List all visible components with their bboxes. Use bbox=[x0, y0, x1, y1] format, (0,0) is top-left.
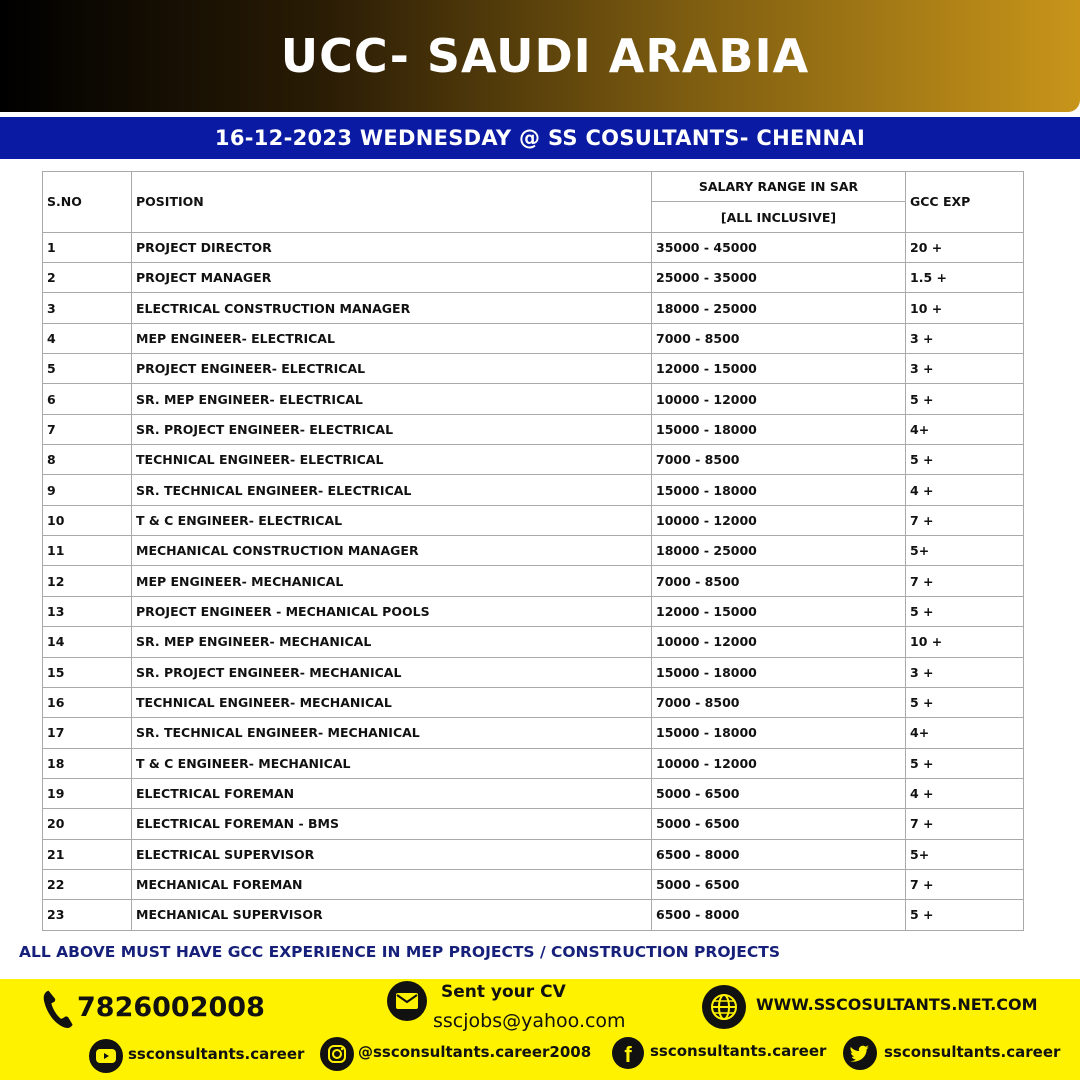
cell-salary: 15000 - 18000 bbox=[652, 414, 906, 444]
cell-position: ELECTRICAL CONSTRUCTION MANAGER bbox=[132, 293, 652, 323]
cell-gcc-exp: 3 + bbox=[906, 657, 1024, 687]
cell-gcc-exp: 4 + bbox=[906, 475, 1024, 505]
cell-salary: 7000 - 8500 bbox=[652, 566, 906, 596]
cell-gcc-exp: 7 + bbox=[906, 869, 1024, 899]
table-row bbox=[43, 445, 1024, 475]
cell-gcc-exp: 3 + bbox=[906, 323, 1024, 353]
table-row bbox=[43, 657, 1024, 687]
cell-sno: 6 bbox=[43, 384, 132, 414]
cell-gcc-exp: 5 + bbox=[906, 445, 1024, 475]
facebook-handle[interactable]: ssconsultants.career bbox=[650, 1042, 827, 1060]
cell-salary: 18000 - 25000 bbox=[652, 293, 906, 323]
date-location-text: 16-12-2023 WEDNESDAY @ SS COSULTANTS- CHENNAI bbox=[214, 126, 866, 150]
cell-sno: 5 bbox=[43, 354, 132, 384]
cell-sno: 21 bbox=[43, 839, 132, 869]
table-row bbox=[43, 627, 1024, 657]
cell-gcc-exp: 5 + bbox=[906, 748, 1024, 778]
requirement-note: ALL ABOVE MUST HAVE GCC EXPERIENCE IN MEP PROJECTS / CONSTRUCTION PROJECTS bbox=[19, 943, 780, 961]
cell-sno: 14 bbox=[43, 627, 132, 657]
header-position: POSITION bbox=[132, 172, 652, 233]
table-row bbox=[43, 536, 1024, 566]
cell-salary: 18000 - 25000 bbox=[652, 536, 906, 566]
cell-position: TECHNICAL ENGINEER- MECHANICAL bbox=[132, 687, 652, 717]
cell-sno: 12 bbox=[43, 566, 132, 596]
table-row bbox=[43, 718, 1024, 748]
cell-gcc-exp: 5+ bbox=[906, 536, 1024, 566]
table-row bbox=[43, 778, 1024, 808]
table-row bbox=[43, 687, 1024, 717]
table-row bbox=[43, 596, 1024, 626]
cell-position: MECHANICAL FOREMAN bbox=[132, 869, 652, 899]
cell-sno: 11 bbox=[43, 536, 132, 566]
cell-position: ELECTRICAL SUPERVISOR bbox=[132, 839, 652, 869]
cell-salary: 15000 - 18000 bbox=[652, 718, 906, 748]
cell-gcc-exp: 5 + bbox=[906, 900, 1024, 930]
twitter-icon bbox=[843, 1036, 877, 1070]
cell-gcc-exp: 10 + bbox=[906, 293, 1024, 323]
cell-position: PROJECT ENGINEER - MECHANICAL POOLS bbox=[132, 596, 652, 626]
cell-position: T & C ENGINEER- ELECTRICAL bbox=[132, 505, 652, 535]
cell-salary: 6500 - 8000 bbox=[652, 839, 906, 869]
cell-position: T & C ENGINEER- MECHANICAL bbox=[132, 748, 652, 778]
cell-salary: 10000 - 12000 bbox=[652, 384, 906, 414]
cell-salary: 7000 - 8500 bbox=[652, 323, 906, 353]
cell-salary: 12000 - 15000 bbox=[652, 596, 906, 626]
header-salary: SALARY RANGE IN SAR bbox=[652, 172, 906, 202]
cell-salary: 5000 - 6500 bbox=[652, 778, 906, 808]
jobs-table-body bbox=[43, 232, 1024, 930]
cell-salary: 10000 - 12000 bbox=[652, 505, 906, 535]
cell-gcc-exp: 20 + bbox=[906, 232, 1024, 262]
cell-sno: 15 bbox=[43, 657, 132, 687]
table-row bbox=[43, 869, 1024, 899]
table-row bbox=[43, 748, 1024, 778]
page-title: UCC- SAUDI ARABIA bbox=[280, 29, 810, 83]
cell-gcc-exp: 4+ bbox=[906, 414, 1024, 444]
cell-sno: 1 bbox=[43, 232, 132, 262]
cell-salary: 35000 - 45000 bbox=[652, 232, 906, 262]
table-row bbox=[43, 839, 1024, 869]
cell-gcc-exp: 4+ bbox=[906, 718, 1024, 748]
cell-salary: 10000 - 12000 bbox=[652, 748, 906, 778]
cell-sno: 8 bbox=[43, 445, 132, 475]
cell-position: TECHNICAL ENGINEER- ELECTRICAL bbox=[132, 445, 652, 475]
cell-position: MECHANICAL CONSTRUCTION MANAGER bbox=[132, 536, 652, 566]
contact-footer bbox=[0, 979, 1080, 1080]
cell-salary: 15000 - 18000 bbox=[652, 475, 906, 505]
cell-position: ELECTRICAL FOREMAN bbox=[132, 778, 652, 808]
cell-position: SR. PROJECT ENGINEER- MECHANICAL bbox=[132, 657, 652, 687]
table-row bbox=[43, 323, 1024, 353]
date-banner bbox=[0, 117, 1080, 159]
cell-salary: 15000 - 18000 bbox=[652, 657, 906, 687]
cell-gcc-exp: 7 + bbox=[906, 809, 1024, 839]
cell-salary: 7000 - 8500 bbox=[652, 687, 906, 717]
cell-sno: 20 bbox=[43, 809, 132, 839]
send-cv-label: Sent your CV bbox=[441, 982, 566, 1002]
phone-icon bbox=[40, 987, 74, 1035]
globe-icon bbox=[702, 985, 746, 1029]
cell-gcc-exp: 5 + bbox=[906, 596, 1024, 626]
facebook-icon: f bbox=[612, 1037, 644, 1069]
cell-salary: 5000 - 6500 bbox=[652, 869, 906, 899]
header-salary-note: [ALL INCLUSIVE] bbox=[652, 202, 906, 232]
table-row bbox=[43, 263, 1024, 293]
cell-salary: 5000 - 6500 bbox=[652, 809, 906, 839]
cell-sno: 10 bbox=[43, 505, 132, 535]
cell-sno: 19 bbox=[43, 778, 132, 808]
cell-sno: 2 bbox=[43, 263, 132, 293]
table-row bbox=[43, 566, 1024, 596]
cell-gcc-exp: 5 + bbox=[906, 687, 1024, 717]
cell-gcc-exp: 3 + bbox=[906, 354, 1024, 384]
cell-sno: 7 bbox=[43, 414, 132, 444]
table-row bbox=[43, 384, 1024, 414]
jobs-table bbox=[42, 171, 1024, 931]
cell-salary: 25000 - 35000 bbox=[652, 263, 906, 293]
cell-gcc-exp: 7 + bbox=[906, 505, 1024, 535]
youtube-handle[interactable]: ssconsultants.career bbox=[128, 1045, 305, 1063]
table-row bbox=[43, 414, 1024, 444]
twitter-handle[interactable]: ssconsultants.career bbox=[884, 1043, 1061, 1061]
table-row bbox=[43, 232, 1024, 262]
cell-sno: 4 bbox=[43, 323, 132, 353]
table-row bbox=[43, 505, 1024, 535]
cell-gcc-exp: 10 + bbox=[906, 627, 1024, 657]
email-icon bbox=[387, 981, 427, 1021]
instagram-icon bbox=[320, 1037, 354, 1071]
cell-sno: 13 bbox=[43, 596, 132, 626]
cell-position: SR. TECHNICAL ENGINEER- MECHANICAL bbox=[132, 718, 652, 748]
youtube-icon bbox=[89, 1039, 123, 1073]
website-link[interactable]: WWW.SSCOSULTANTS.NET.COM bbox=[756, 995, 1038, 1014]
cell-sno: 17 bbox=[43, 718, 132, 748]
cell-sno: 16 bbox=[43, 687, 132, 717]
cell-position: SR. PROJECT ENGINEER- ELECTRICAL bbox=[132, 414, 652, 444]
cell-gcc-exp: 4 + bbox=[906, 778, 1024, 808]
cell-position: PROJECT MANAGER bbox=[132, 263, 652, 293]
cell-position: ELECTRICAL FOREMAN - BMS bbox=[132, 809, 652, 839]
cell-position: SR. MEP ENGINEER- ELECTRICAL bbox=[132, 384, 652, 414]
cell-gcc-exp: 7 + bbox=[906, 566, 1024, 596]
table-row bbox=[43, 900, 1024, 930]
cell-gcc-exp: 5 + bbox=[906, 384, 1024, 414]
email-address[interactable]: sscjobs@yahoo.com bbox=[433, 1010, 626, 1032]
phone-number[interactable]: 7826002008 bbox=[77, 992, 265, 1023]
cell-position: MEP ENGINEER- ELECTRICAL bbox=[132, 323, 652, 353]
table-row bbox=[43, 354, 1024, 384]
cell-position: MECHANICAL SUPERVISOR bbox=[132, 900, 652, 930]
cell-sno: 18 bbox=[43, 748, 132, 778]
header-sno: S.NO bbox=[43, 172, 132, 233]
title-banner bbox=[0, 0, 1080, 112]
cell-salary: 12000 - 15000 bbox=[652, 354, 906, 384]
header-gcc-exp: GCC EXP bbox=[906, 172, 1024, 233]
cell-salary: 6500 - 8000 bbox=[652, 900, 906, 930]
cell-gcc-exp: 1.5 + bbox=[906, 263, 1024, 293]
cell-gcc-exp: 5+ bbox=[906, 839, 1024, 869]
cell-position: SR. MEP ENGINEER- MECHANICAL bbox=[132, 627, 652, 657]
table-row bbox=[43, 809, 1024, 839]
cell-sno: 22 bbox=[43, 869, 132, 899]
cell-sno: 3 bbox=[43, 293, 132, 323]
cell-salary: 7000 - 8500 bbox=[652, 445, 906, 475]
cell-sno: 9 bbox=[43, 475, 132, 505]
cell-sno: 23 bbox=[43, 900, 132, 930]
cell-position: PROJECT DIRECTOR bbox=[132, 232, 652, 262]
table-row bbox=[43, 475, 1024, 505]
cell-position: SR. TECHNICAL ENGINEER- ELECTRICAL bbox=[132, 475, 652, 505]
cell-salary: 10000 - 12000 bbox=[652, 627, 906, 657]
cell-position: PROJECT ENGINEER- ELECTRICAL bbox=[132, 354, 652, 384]
cell-position: MEP ENGINEER- MECHANICAL bbox=[132, 566, 652, 596]
instagram-handle[interactable]: @ssconsultants.career2008 bbox=[358, 1043, 592, 1061]
table-row bbox=[43, 293, 1024, 323]
